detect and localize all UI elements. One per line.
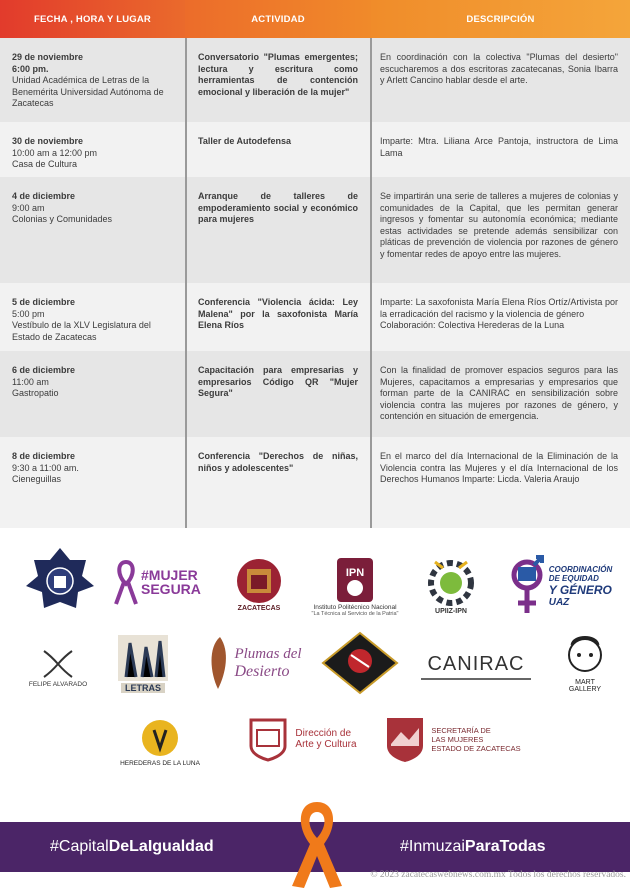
row-time: 5:00 pm bbox=[12, 308, 45, 319]
herederas-text: HEREDERAS DE LA LUNA bbox=[120, 759, 200, 767]
svg-text:IPN: IPN bbox=[345, 566, 365, 579]
ipn-motto: "La Técnica al Servicio de la Patria" bbox=[311, 610, 399, 617]
row-date: 5 de diciembre bbox=[12, 297, 76, 307]
canirac-logo bbox=[416, 646, 536, 686]
table-row bbox=[0, 122, 630, 177]
row-time: 10:00 am a 12:00 pm bbox=[12, 147, 98, 158]
column-divider bbox=[185, 38, 187, 528]
table-row bbox=[0, 38, 630, 122]
table-row bbox=[0, 437, 630, 528]
lima-lama-logo bbox=[320, 630, 400, 696]
direccion-line1: Dirección de bbox=[295, 728, 352, 739]
row-time: 9:30 a 11:00 am. bbox=[12, 462, 79, 473]
row-place: Vestíbulo de la XLV Legislatura del Estado de Zacatecas bbox=[12, 320, 151, 342]
row-time: 6:00 pm. bbox=[12, 63, 49, 74]
hashtag-bold: ParaTodas bbox=[464, 838, 546, 855]
header-date-place: FECHA , HORA Y LUGAR bbox=[0, 0, 185, 38]
row-description: En el marco del día Internacional de la Eliminación de la Violencia contra las Mujeres y el día Internacional de los Derechos Humanos Imparte: Licda. Valeria Araujo bbox=[380, 451, 618, 485]
footer-hashtag-left bbox=[50, 838, 214, 856]
coord-line3: Y GÉNERO bbox=[548, 582, 612, 597]
plumas-desierto-logo bbox=[198, 630, 310, 696]
mart-line2: GALLERY bbox=[568, 686, 602, 693]
plumas-line1: Plumas del bbox=[234, 645, 302, 662]
row-activity: Conferencia "Derechos de niñas, niños y adolescentes" bbox=[198, 451, 358, 473]
zacatecas-logo bbox=[226, 549, 292, 619]
upiiz-logo bbox=[418, 550, 484, 622]
felipe-text: FELIPE ALVARADO bbox=[28, 680, 88, 688]
herederas-luna-logo bbox=[112, 708, 208, 774]
table-row bbox=[0, 351, 630, 437]
coord-line1: COORDINACIÓN bbox=[548, 564, 613, 574]
coord-line2: DE EQUIDAD bbox=[548, 573, 599, 583]
secretaria-line3: ESTADO DE ZACATECAS bbox=[431, 743, 521, 753]
header-description: DESCRIPCIÓN bbox=[371, 0, 630, 38]
column-divider bbox=[370, 38, 372, 528]
row-time: 11:00 am bbox=[12, 376, 49, 387]
coordinacion-equidad-logo bbox=[500, 550, 620, 622]
letras-logo bbox=[112, 628, 174, 698]
row-description: Se impartirán una serie de talleres a mujeres de colonias y comunidades de la Capital, que les permitan generar ingresos y fomentar su autonomía económica; mediante estas actividades se pretende además sensibilizar con pláticas de prevención de violencia por razones de género y fomentar redes de apoyo entre las mujeres. bbox=[380, 191, 618, 259]
ipn-logo bbox=[300, 546, 410, 626]
police-badge-logo bbox=[22, 545, 98, 617]
row-date: 8 de diciembre bbox=[12, 451, 76, 461]
row-description: Imparte: La saxofonista María Elena Ríos Ortíz/Artivista por la erradicación del racismo y la violencia de género bbox=[380, 297, 618, 319]
row-place: Unidad Académica de Letras de la Benemérita Universidad Autónoma de Zacatecas bbox=[12, 75, 164, 109]
uaz-text: UAZ bbox=[548, 596, 570, 608]
row-activity: Taller de Autodefensa bbox=[198, 136, 292, 146]
row-place: Colonias y Comunidades bbox=[12, 214, 113, 225]
upiiz-text: UPIIZ-IPN bbox=[435, 607, 467, 615]
mujer-segura-text: #MUJER SEGURA bbox=[141, 567, 201, 597]
letras-text: LETRAS bbox=[121, 683, 165, 693]
row-description: Imparte: Mtra. Liliana Arce Pantoja, instructora de Lima Lama bbox=[380, 136, 618, 158]
row-time: 9:00 am bbox=[12, 202, 45, 213]
row-collaboration: Colaboración: Colectiva Herederas de la Luna bbox=[380, 320, 565, 331]
ipn-name: Instituto Politécnico Nacional bbox=[313, 603, 397, 611]
header-activity: ACTIVIDAD bbox=[185, 0, 371, 38]
plumas-line2: Desierto bbox=[234, 662, 290, 680]
row-date: 30 de noviembre bbox=[12, 136, 84, 146]
row-activity: Arranque de talleres de empoderamiento social y económico para mujeres bbox=[198, 191, 358, 225]
row-description: En coordinación con la colectiva "Plumas del desierto" escucharemos a dos escritoras zacatecanas, Sonia Ibarra y Arlett Cancino hablar desde el arte. bbox=[380, 52, 618, 86]
footer-hashtag-right bbox=[400, 838, 546, 856]
table-row bbox=[0, 283, 630, 351]
mart-gallery-logo bbox=[552, 626, 618, 700]
zacatecas-text: ZACATECAS bbox=[237, 604, 281, 612]
secretaria-mujeres-logo bbox=[382, 712, 522, 766]
canirac-text: CANIRAC bbox=[427, 652, 525, 675]
hashtag-prefix: #Inmuzai bbox=[400, 838, 465, 855]
copyright-notice: © 2023 zacatecaswebnews.com.mx Todos los derechos reservados. bbox=[370, 870, 626, 880]
row-activity: Capacitación para empresarias y empresarios Código QR "Mujer Segura" bbox=[198, 365, 358, 399]
hashtag-prefix: #Capital bbox=[50, 838, 109, 855]
row-place: Cieneguillas bbox=[12, 474, 62, 485]
orange-ribbon-icon bbox=[286, 796, 348, 890]
direccion-line2: Arte y Cultura bbox=[295, 739, 357, 750]
mart-line1: MART bbox=[575, 679, 595, 686]
row-date: 6 de diciembre bbox=[12, 365, 76, 375]
row-place: Gastropatio bbox=[12, 388, 59, 399]
mujer-segura-logo bbox=[112, 556, 212, 608]
felipe-alvarado-logo bbox=[22, 638, 94, 696]
secretaria-line1: SECRETARÍA DE bbox=[431, 725, 491, 735]
secretaria-line2: LAS MUJERES bbox=[431, 734, 484, 744]
table-header bbox=[0, 0, 630, 38]
row-activity: Conversatorio "Plumas emergentes; lectura y escritura como herramientas de contención emocional y liberación de la mujer" bbox=[198, 52, 358, 97]
row-activity: Conferencia "Violencia ácida: Ley Malena" por la saxofonista María Elena Ríos bbox=[198, 297, 358, 331]
row-description: Con la finalidad de promover espacios seguros para las Mujeres, capacitamos a empresarias y empresarios que forman parte de la CANIRAC en sensibilización sobre violencia contra las mujeres por razones de género, y contención en situación de emergencia. bbox=[380, 365, 618, 422]
row-date: 29 de noviembre bbox=[12, 52, 84, 62]
direccion-arte-logo bbox=[244, 714, 360, 764]
row-date: 4 de diciembre bbox=[12, 191, 76, 201]
hashtag-bold: DeLaIgualdad bbox=[108, 838, 214, 855]
row-place: Casa de Cultura bbox=[12, 159, 78, 170]
table-row bbox=[0, 177, 630, 283]
